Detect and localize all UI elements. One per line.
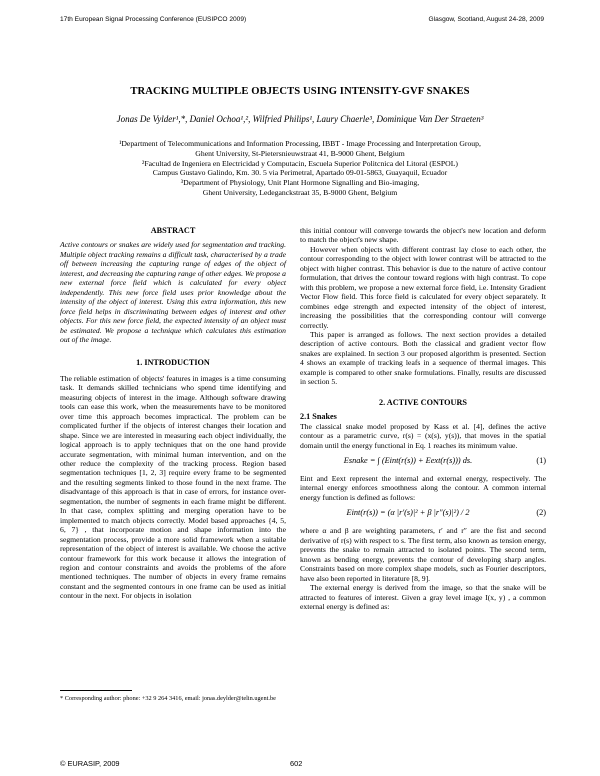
- abstract-heading: ABSTRACT: [150, 226, 196, 235]
- paragraph: This paper is arranged as follows. The next section provides a detailed description of active contours. Both the classical and gradient vector flow snakes are explained. In section 3 our proposed algorithm is presented. Section 4 shows an example of tracking leafs in a sequence of thermal images. This example is compared to other snake formulations. Finally, results are discussed in section 5.: [300, 329, 546, 387]
- venue-header: Glasgow, Scotland, August 24-28, 2009: [428, 16, 544, 23]
- conference-header: 17th European Signal Processing Conference (EUSIPCO 2009): [60, 16, 247, 23]
- affiliation-line: Ghent University, St-Pietersnieuwstraat 41, B-9000 Ghent, Belgium: [195, 148, 405, 158]
- footnote: * Corresponding author: phone: +32 9 264 3416, email: jonas.deylder@telin.ugent.be: [60, 695, 276, 702]
- affiliation-line: ²Facultad de Ingeniera en Electricidad y Computacin, Escuela Superior Politcnica del Litoral (ESPOL): [142, 158, 458, 168]
- author-list: Jonas De Vylder¹,*, Daniel Ochoa¹,², Wilfried Philips¹, Laury Chaerle³, Dominique Van Der Straeten³: [116, 114, 484, 124]
- equation-number: (1): [536, 455, 546, 465]
- abstract-text: Active contours or snakes are widely used for segmentation and tracking. Multiple object tracking remains a difficult task, characterised by a trade off between increasing the capturing range of edges of the object of interest, and decreasing the capturing range of other edges. We propose a new external force field which is calculated for every object independently. This new force field uses prior knowledge about the intensity of the object of interest. Using this extra information, this new force field helps in discriminating between edges of interest and other objects. For this new force field, the expected intensity of an object must be estimated. We propose a technique which calculates this estimation out of the image.: [60, 240, 286, 344]
- paragraph: this initial contour will converge towards the object's new location and deform to match the object's new shape.: [300, 226, 546, 245]
- footnote-rule: [60, 690, 132, 691]
- page-number: 602: [290, 759, 303, 768]
- introduction-heading: 1. INTRODUCTION: [136, 358, 210, 368]
- paragraph: The external energy is derived from the image, so that the snake will be attracted to features of interest. Given a gray level image I(x, y) , a common external energy is defined as:: [300, 583, 546, 611]
- affiliations: [60, 139, 540, 198]
- paper-title: TRACKING MULTIPLE OBJECTS USING INTENSITY-GVF SNAKES: [130, 86, 470, 97]
- paragraph: Eint and Eext represent the internal and external energy, respectively. The internal energy enforces smoothness along the contour. A common internal energy function is defined as follows:: [300, 473, 546, 502]
- copyright: © EURASIP, 2009: [60, 759, 120, 768]
- introduction-text: The reliable estimation of objects' features in images is a time consuming task. It demands skilled technicians who spend time identifying and measuring objects of interest in the image. Although software drawing tools can ease this work, when the measurements have to be monitored over time this approach becomes impractical. The problem can be complicated further if the objects of interest changes their location and shape. Since we are interested in measuring each object individually, the logical approach is to apply techniques that on the one hand provide accurate segmentation, with minimal human intervention, and on the other reduce the complexity of the tracking process. Region based segmentation techniques [1, 2, 3] require every frame to be segmented and the resulting segments linked to those found in the next frame. The disadvantage of this approach is that in case of errors, for instance over-segmentation, the number of segments in each frame might be different. In that case, complex splitting and merging operation have to be implemented to match objects correctly. Model based approaches {4, 5, 6, 7} , that incorporate motion and shape information into the segmentation process, provide a more solid framework when a suitable representation of the object of interest is available. We choose the active contour framework for this work because it allows the integration of region and contour constraints and avoids the problems of the afore mentioned techniques. The number of objects in every frame remains constant and the segmented contours in one frame can be used as initial contour in the next. For objects in isolation: [60, 373, 286, 601]
- equation-1: [300, 450, 546, 474]
- affiliation-line: ¹Department of Telecommunications and Information Processing, IBBT - Image Processing and Interpretation Group,: [119, 139, 481, 148]
- affiliation-line: Campus Gustavo Galindo, Km. 30. 5 via Perimetral, Apartado 09-01-5863, Guayaquil, Ecuador: [152, 168, 448, 178]
- left-column: [60, 226, 286, 601]
- right-column: [300, 226, 546, 611]
- equation-2: [300, 502, 546, 526]
- equation-number: (2): [536, 508, 546, 518]
- section-heading: 2. ACTIVE CONTOURS: [379, 397, 467, 407]
- subsection-heading: 2.1 Snakes: [300, 412, 337, 422]
- affiliation-line: ³Department of Physiology, Unit Plant Hormone Signalling and Bio-imaging,: [180, 178, 420, 187]
- affiliation-line: Ghent University, Ledeganckstraat 35, B-9000 Ghent, Belgium: [202, 187, 398, 197]
- paragraph: However when objects with different contrast lay close to each other, the contour corresponding to the object with lower contrast will be attracted to the object with higher contrast. This behavior is due to the nature of active contour formulation, that drives the contour toward regions with high contrast. To cope with this problem, we propose a new external force field, i.e. Intensity Gradient Vector Flow field. This force field is calculated for every object separately. It combines edge strength and expected intensity of the object of interest, increasing the possibilities that the corresponding contour will converge correctly.: [300, 244, 546, 330]
- equation-body: Esnake = ∫ (Eint(r(s)) + Eext(r(s))) ds.: [343, 455, 473, 465]
- paragraph: where α and β are weighting parameters, r′ and r″ are the fist and second derivative of r(s) with respect to s. The first term, also known as tension energy, prevents the snake to remain attracted to isolated points. The second term, known as bending energy, prevents the contour of developing sharp angles. Constraints based on more complex shape models, such as Fourier descriptors, have also been reported in literature [8, 9].: [300, 526, 546, 583]
- paragraph: The classical snake model proposed by Kass et al. [4], defines the active contour as a parametric curve, r(s) = (x(s), y(s)), that moves in the spatial domain until the energy functional in Eq. 1 reaches its minimum value.: [300, 421, 546, 450]
- equation-body: Eint(r(s)) = (α |r′(s)|² + β |r″(s)|²) / 2: [346, 508, 470, 518]
